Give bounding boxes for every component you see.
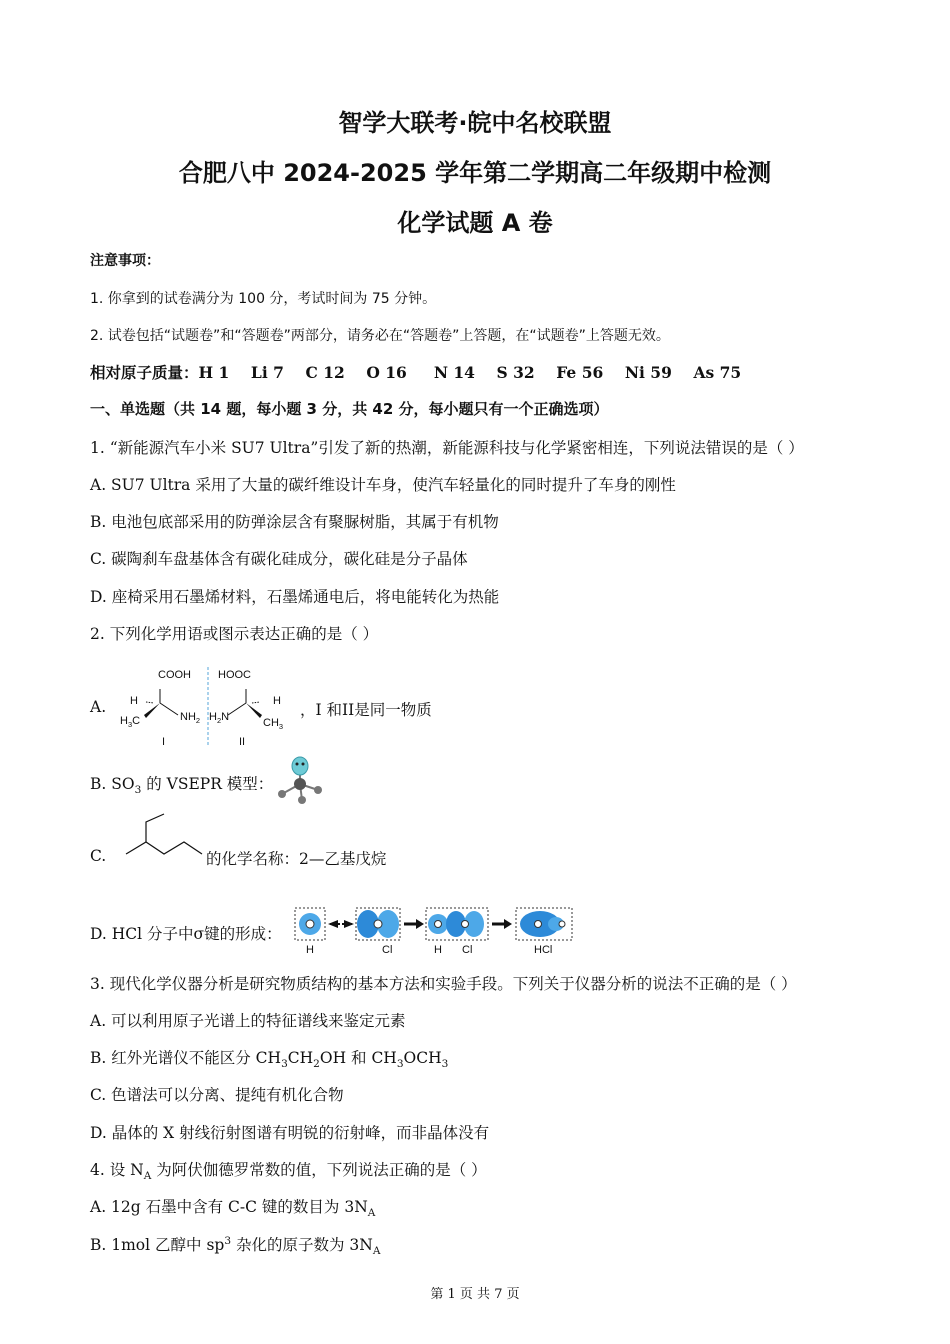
skeletal-formula bbox=[122, 812, 204, 862]
q1-stem: 1. “新能源汽车小米 SU7 Ultra”引发了新的热潮，新能源科技与化学紧密相连，下列说法错误的是（ ） bbox=[90, 439, 804, 457]
q3-option-a: A. 可以利用原子光谱上的特征谱线来鉴定元素 bbox=[90, 1012, 406, 1030]
atomic-masses-label: 相对原子质量： bbox=[90, 364, 199, 382]
hcl-label: HCl bbox=[534, 944, 553, 956]
cooh-label: COOH bbox=[158, 669, 191, 681]
notes-item-2: 2. 试卷包括“试题卷”和“答题卷”两部分，请务必在“答题卷”上答题，在“试题卷”上答题无效。 bbox=[90, 328, 670, 344]
hooc-label: HOOC bbox=[218, 669, 251, 681]
amino-acid-structures bbox=[118, 665, 298, 755]
ch3-label: $CH_3$ bbox=[263, 717, 284, 732]
nh2-label: $NH_2$ bbox=[180, 711, 201, 726]
h2n-label: $H_2N$ bbox=[209, 711, 230, 726]
atomic-masses-values: H 1 Li 7 C 12 O 16 N 14 S 32 Fe 56 Ni 59 As 75 bbox=[198, 363, 742, 382]
exam-title-line3: 化学试题 A 卷 bbox=[397, 209, 553, 237]
q2-stem: 2. 下列化学用语或图示表达正确的是（ ） bbox=[90, 625, 379, 643]
atomic-masses bbox=[90, 361, 741, 383]
cl-atom-label: Cl bbox=[382, 944, 393, 956]
exam-title-line1: 智学大联考·皖中名校联盟 bbox=[338, 109, 612, 137]
q4-option-a: A. 12g 石墨中含有 C-C 键的数目为 $3N_A$ bbox=[90, 1198, 376, 1220]
h-atom-label: H bbox=[306, 944, 314, 956]
h-atom-label-2: H bbox=[434, 944, 442, 956]
q1-option-c: C. 碳陶刹车盘基体含有碳化硅成分，碳化硅是分子晶体 bbox=[90, 550, 468, 568]
h-label-1: H bbox=[130, 695, 138, 707]
h-label-2: H bbox=[273, 695, 281, 707]
page-number: 第 1 页 共 7 页 bbox=[430, 1287, 520, 1302]
notes-item-1: 1. 你拿到的试卷满分为 100 分，考试时间为 75 分钟。 bbox=[90, 291, 437, 307]
exam-title-line2: 合肥八中 2024-2025 学年第二学期高二年级期中检测 bbox=[178, 159, 772, 187]
q3-option-d: D. 晶体的 X 射线衍射图谱有明锐的衍射峰，而非晶体没有 bbox=[90, 1124, 490, 1142]
q2-option-a-text: ，I 和II是同一物质 bbox=[300, 701, 432, 719]
molecule-i-label: I bbox=[162, 736, 166, 748]
q3-stem: 3. 现代化学仪器分析是研究物质结构的基本方法和实验手段。下列关于仪器分析的说法不正确的是（ ） bbox=[90, 975, 797, 993]
notes-heading: 注意事项： bbox=[90, 253, 160, 269]
sigma-bond-diagram bbox=[294, 906, 574, 960]
q1-option-d: D. 座椅采用石墨烯材料，石墨烯通电后，将电能转化为热能 bbox=[90, 588, 500, 606]
q2-option-c-label: C. bbox=[90, 847, 107, 865]
amino-acid-structures-svg bbox=[118, 665, 298, 755]
q2-option-a-label: A. bbox=[90, 698, 107, 716]
vsepr-model-icon bbox=[272, 756, 332, 806]
q3-option-b: B. 红外光谱仪不能区分 $CH_3CH_2OH$ 和 $CH_3OCH_3$ bbox=[90, 1049, 449, 1071]
section-heading: 一、单选题（共 14 题，每小题 3 分，共 42 分，每小题只有一个正确选项） bbox=[90, 400, 609, 418]
q2-option-c-text: 的化学名称：2—乙基戊烷 bbox=[206, 850, 387, 868]
cl-atom-label-2: Cl bbox=[462, 944, 473, 956]
q1-option-a: A. SU7 Ultra 采用了大量的碳纤维设计车身，使汽车轻量化的同时提升了车身的刚性 bbox=[90, 476, 676, 494]
q2-option-d: D. HCl 分子中σ键的形成： bbox=[90, 925, 282, 943]
q1-option-b: B. 电池包底部采用的防弹涂层含有聚脲树脂，其属于有机物 bbox=[90, 513, 499, 531]
q3-option-c: C. 色谱法可以分离、提纯有机化合物 bbox=[90, 1086, 344, 1104]
q2-option-b: B. $SO_3$ 的 VSEPR 模型： bbox=[90, 775, 274, 797]
q4-stem: 4. 设 $N_A$ 为阿伏伽德罗常数的值，下列说法正确的是（ ） bbox=[90, 1161, 487, 1183]
q4-option-b: B. 1mol 乙醇中 $sp^3$ 杂化的原子数为 $3N_A$ bbox=[90, 1234, 381, 1258]
h3c-label: $H_3C$ bbox=[120, 715, 141, 730]
molecule-ii-label: II bbox=[239, 736, 246, 748]
